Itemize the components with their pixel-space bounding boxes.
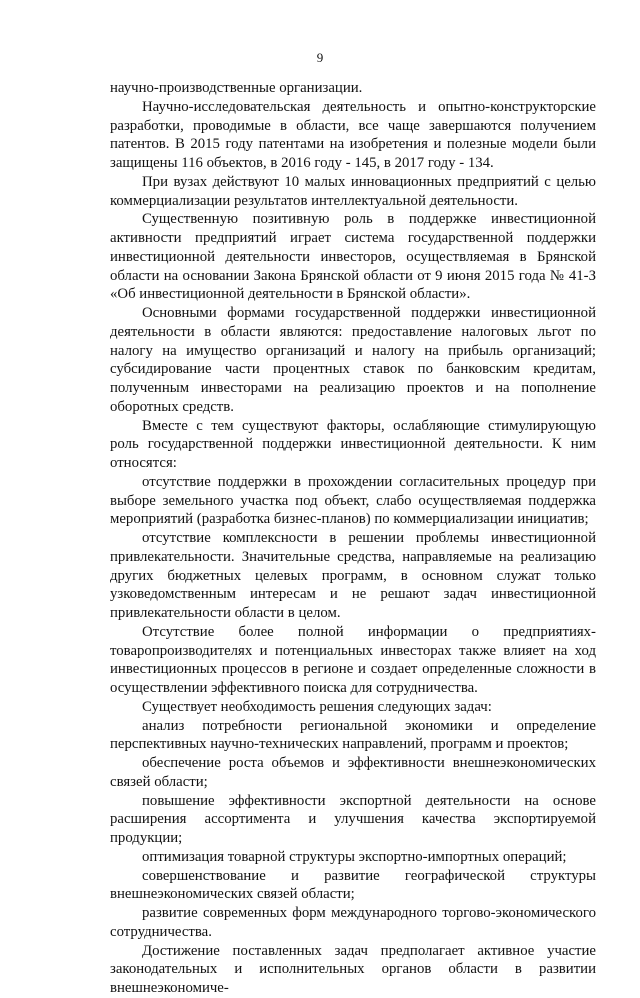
paragraph-state-support-system: Существенную позитивную роль в поддержке инвестиционной активности предприятий играет система государственной поддержки инвестиционной деятельности инвесторов, осуществляемая в Брянской области на основании Закона Брянской области от 9 июня 2015 года № 41-З «Об инвестиционной деятельности в Брянской области». (110, 211, 596, 303)
list-item-task-3: повышение эффективности экспортной деятельности на основе расширения ассортимента и улучшения качества экспортируемой продукции; (110, 792, 596, 846)
paragraph-support-forms: Основными формами государственной поддержки инвестиционной деятельности в области являются: предоставление налоговых льгот по налогу на имущество организаций и налогу на прибыль организаций; субсидирование части процентных ставок по банковским кредитам, полученным инвесторами на реализацию проектов и на пополнение оборотных средств. (110, 305, 596, 415)
page-number: 9 (316, 50, 324, 65)
paragraph-achievement: Достижение поставленных задач предполагает активное участие законодательных и исполнительных органов области в развитии внешнеэкономиче- (110, 942, 596, 996)
paragraph-weakening-factors: Вместе с тем существуют факторы, ослабляющие стимулирующую роль государственной поддержки инвестиционной деятельности. К ним относятся: (110, 417, 596, 471)
list-item-task-4: оптимизация товарной структуры экспортно-импортных операций; (142, 848, 567, 865)
paragraph-tasks-intro: Существует необходимость решения следующих задач: (142, 698, 492, 715)
list-item-task-6: развитие современных форм международного торгово-экономического сотрудничества. (110, 905, 596, 940)
document-body (110, 79, 596, 998)
list-item-task-5: совершенствование и развитие географической структуры внешнеэкономических связей области; (110, 867, 596, 903)
paragraph-continuation: научно-производственные организации. (110, 80, 363, 96)
list-item-task-1: анализ потребности региональной экономики и определение перспективных научно-технических направлений, программ и проектов; (110, 717, 596, 753)
list-item-factor-1: отсутствие поддержки в прохождении согласительных процедур при выборе земельного участка под объект, слабо осуществляемая поддержка мероприятий (разработка бизнес-планов) по коммерциализации инициатив; (110, 473, 596, 528)
list-item-task-2: обеспечение роста объемов и эффективности внешнеэкономических связей области; (110, 755, 596, 790)
paragraph-innovative-enterprises: При вузах действуют 10 малых инновационных предприятий с целью коммерциализации результатов интеллектуальной деятельности. (110, 173, 596, 209)
paragraph-patents: Научно-исследовательская деятельность и опытно-конструкторские разработки, проводимые в области, все чаще завершаются получением патентов. В 2015 году патентами на изобретения и полезные модели были защищены 116 объектов, в 2016 году - 145, в 2017 году - 134. (110, 98, 596, 171)
list-item-factor-2: отсутствие комплексности в решении проблемы инвестиционной привлекательности. Значительные средства, направляемые на реализацию других бюджетных целевых программ, в основном служат только узковедомственным интересам и не решают задач инвестиционной привлекательности области в целом. (110, 530, 596, 621)
paragraph-lack-of-information: Отсутствие более полной информации о предприятиях-товаропроизводителях и потенциальных инвесторах также влияет на ход инвестиционных процессов в регионе и создает определенные сложности в осуществлении эффективного поиска для сотрудничества. (110, 623, 596, 696)
